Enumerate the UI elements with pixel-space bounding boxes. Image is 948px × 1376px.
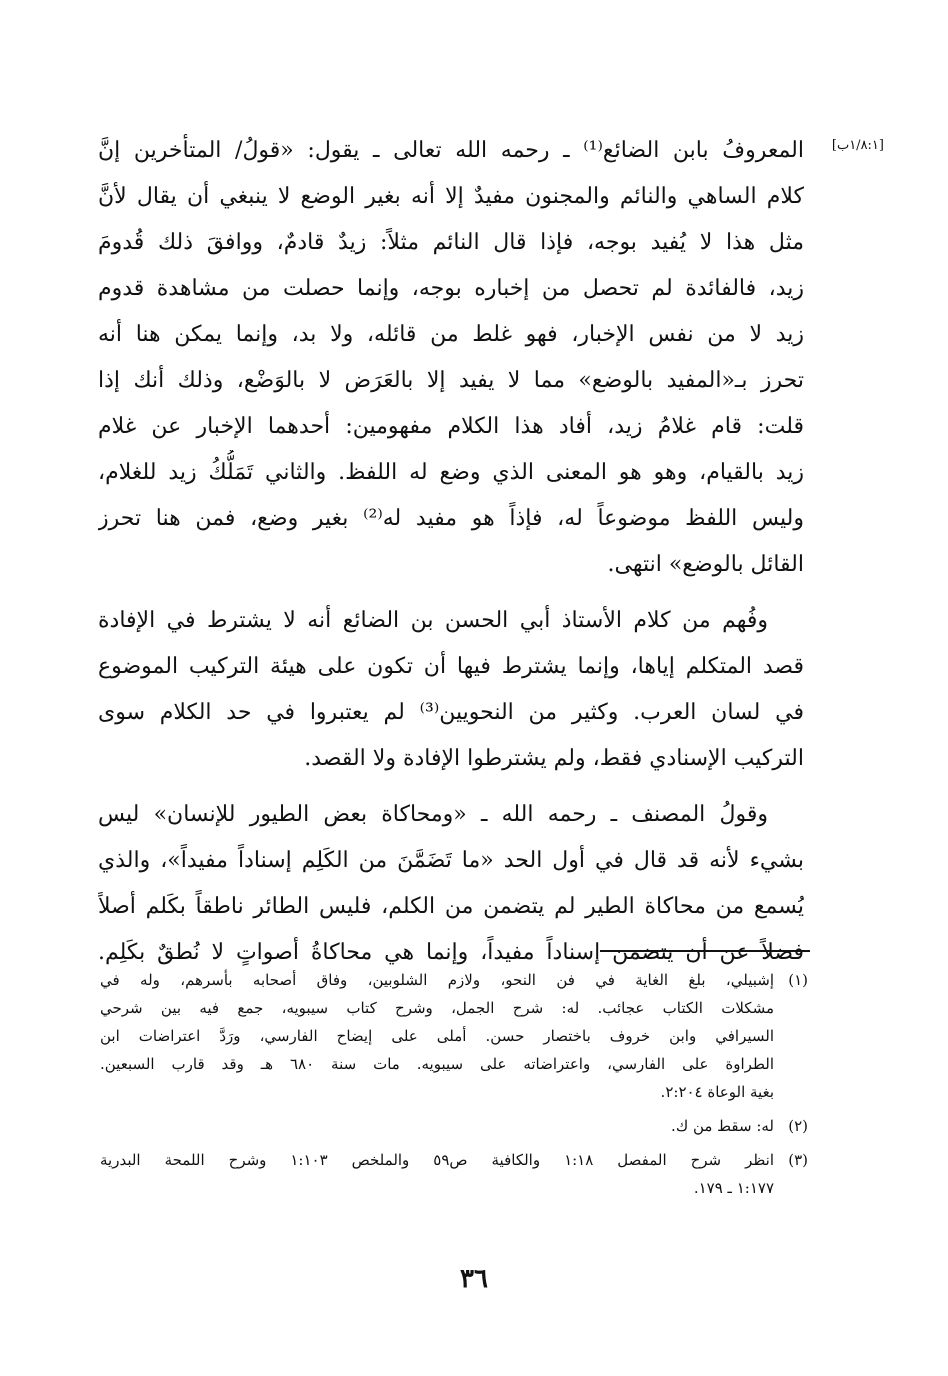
text-line: بشيء لأنه قد قال في أول الحد «ما تَضَمَّنَ من الكَلِم إسناداً مفيداً»، والذي xyxy=(98,848,804,873)
footnote-text xyxy=(100,1146,774,1202)
text-line: قلت: قام غلامُ زيد، أفاد هذا الكلام مفهومين: أحدهما الإخبار عن غلام xyxy=(98,414,804,439)
text-line: فضلاً عن أن يتضمن إسناداً مفيداً، وإنما هي محاكاةُ أصواتٍ لا نُطقٌ بكَلِم. xyxy=(98,940,804,965)
footnote-line: بغية الوعاة ٢:٢٠٤. xyxy=(660,1083,774,1101)
page-number: ٣٦ xyxy=(460,1264,488,1294)
text-line: المعروفُ بابن الضائع⁽¹⁾ ـ رحمه الله تعالى ـ يقول: «قولُ/ المتأخرين إنَّ xyxy=(98,138,804,163)
text-line: وفُهم من كلام الأستاذ أبي الحسن بن الضائع أنه لا يشترط في الإفادة xyxy=(98,608,768,633)
text-line: وليس اللفظ موضوعاً له، فإذاً هو مفيد له⁽²⁾ بغير وضع، فمن هنا تحرز xyxy=(98,506,804,531)
text-line: في لسان العرب. وكثير من النحويين⁽³⁾ لم يعتبروا في حد الكلام سوى xyxy=(98,700,804,725)
text-line: القائل بالوضع» انتهى. xyxy=(607,552,804,577)
paragraph-3 xyxy=(98,792,804,976)
main-text xyxy=(98,128,804,986)
footnotes xyxy=(100,966,808,1208)
footnote-line: السيرافي وابن خروف باختصار حسن. أملى على إيضاح الفارسي، ورَدَّ اعتراضات ابن xyxy=(100,1027,774,1045)
footnote-line: إشبيلي، بلغ الغاية في فن النحو، ولازم الشلوبين، وفاق أصحابه بأسرهم، وله في xyxy=(100,971,774,989)
text-line: كلام الساهي والنائم والمجنون مفيدٌ إلا أنه بغير الوضع لا ينبغي أن يقال لأنَّ xyxy=(98,184,804,209)
manuscript-folio-reference: [١/٨:١ب] xyxy=(831,138,884,153)
text-line: يُسمع من محاكاة الطير لم يتضمن من الكلم، فليس الطائر ناطقاً بكَلم أصلاً xyxy=(98,894,804,919)
paragraph-2 xyxy=(98,598,804,782)
footnote-2 xyxy=(100,1112,808,1140)
footnote-1 xyxy=(100,966,808,1106)
text-line: زيد لا من نفس الإخبار، فهو غلط من قائله، ولا بد، وإنما يمكن هنا أنه xyxy=(98,322,804,347)
text-line: التركيب الإسنادي فقط، ولم يشترطوا الإفادة ولا القصد. xyxy=(304,746,804,771)
footnote-number: (١) xyxy=(788,971,808,989)
footnote-text xyxy=(100,1112,774,1140)
text-line: وقولُ المصنف ـ رحمه الله ـ «ومحاكاة بعض الطيور للإنسان» ليس xyxy=(98,802,768,827)
footnote-3 xyxy=(100,1146,808,1202)
footnote-line: ١:١٧٧ ـ ١٧٩. xyxy=(693,1179,774,1197)
paragraph-1 xyxy=(98,128,804,588)
footnote-line: مشكلات الكتاب عجائب. له: شرح الجمل، وشرح كتاب سيبويه، جمع فيه بين شرحي xyxy=(100,999,774,1017)
footnote-number: (٢) xyxy=(788,1117,808,1135)
footnote-separator xyxy=(600,950,810,952)
footnote-line: انظر شرح المفصل ١:١٨ والكافية ص٥٩ والملخص ١:١٠٣ وشرح اللمحة البدرية xyxy=(100,1151,774,1169)
text-line: قصد المتكلم إياها، وإنما يشترط فيها أن تكون على هيئة التركيب الموضوع xyxy=(98,654,804,679)
footnote-line: الطراوة على الفارسي، واعتراضاته على سيبويه. مات سنة ٦٨٠ هـ وقد قارب السبعين. xyxy=(100,1055,774,1073)
text-line: مثل هذا لا يُفيد بوجه، فإذا قال النائم مثلاً: زيدٌ قادمٌ، ووافقَ ذلك قُدومَ xyxy=(98,230,804,255)
text-line: زيد بالقيام، وهو هو المعنى الذي وضع له اللفظ. والثاني تَمَلُّكُ زيد للغلام، xyxy=(98,460,804,485)
footnote-number: (٣) xyxy=(788,1151,808,1169)
text-line: تحرز بـ«المفيد بالوضع» مما لا يفيد إلا بالعَرَض لا بالوَضْع، وذلك أنك إذا xyxy=(98,368,804,393)
footnote-text xyxy=(100,966,774,1106)
footnote-line: له: سقط من ك. xyxy=(671,1117,774,1135)
text-line: زيد، فالفائدة لم تحصل من إخباره بوجه، وإنما حصلت من مشاهدة قدوم xyxy=(98,276,804,301)
